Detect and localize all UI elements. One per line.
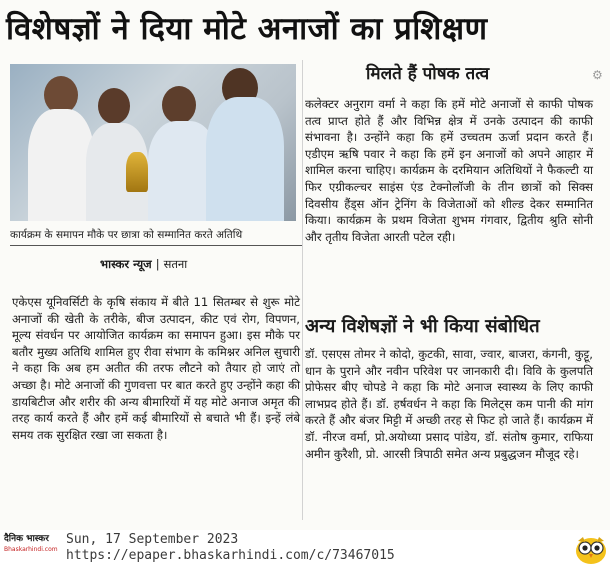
byline xyxy=(100,254,187,274)
byline-separator: | xyxy=(155,257,160,271)
article-headline: विशेषज्ञों ने दिया मोटे अनाजों का प्रशिक्षण xyxy=(6,11,488,47)
subhead-nutrients: मिलते हैं पोषक तत्व xyxy=(366,64,490,84)
left-column-paragraph: एकेएस यूनिवर्सिटी के कृषि संकाय में बीते 11 सितम्बर से शुरू मोटे अनाजों की खेती के तरीके, बीज उत्पादन, कीट एवं रोग, विपणन, मूल्य संवर्धन पर आयोजित कार्यक्रम का समापन हुआ। इस मौके पर बतौर मुख्य अतिथि शामिल हुए रीवा संभाग के कमिश्नर अनिल सुचारी ने कहा कि अब हम अतीत की तरफ लौटने को तैयार हो जाएं तो अच्छा है। मोटे अनाजों की गुणवत्ता पर बात करते हुए उन्होंने कहा की डायबिटीज और शरीर की अन्य बीमारियों में यह मोटे अनाज अमृत की तरह कार्य करते हैं और हमें कई बीमारियों से बचाते भी हैं। इन्हें लंबे समय तक सुरक्षित रखा जा सकता है। xyxy=(12,295,300,442)
subhead-experts: अन्य विशेषज्ञों ने भी किया संबोधित xyxy=(305,316,540,337)
left-column-text xyxy=(12,294,300,443)
brand-site: Bhaskarhindi.com xyxy=(4,546,58,553)
right-column-paragraph-1: कलेक्टर अनुराग वर्मा ने कहा कि हमें मोटे अनाजों से काफी पोषक तत्व प्राप्त होते हैं और विभिन्न क्षेत्र में उनके उत्पादन की काफी संभावना है। उन्होंने कहा कि हमें उच्चतम ऊर्जा प्रदान करते हैं। एडीएम ऋषि पवार ने कहा कि हमें इन अनाजों को अपने आहार में शामिल करना चाहिए। कार्यक्रम के दरमियान अतिथियों ने फैकल्टी या फिर एग्रीकल्चर साइंस एंड टेक्नोलॉजी के तीन छात्रों को सिक्स दिवसीय हैंड्स ऑन ट्रेनिंग के विजेताओं को शील्ड देकर सम्मानित किया। कार्यक्रम के प्रथम विजेता शुभम गंगवार, द्वितीय श्रुति सोनी और तृतीय विजेता आरती पटेल रही। xyxy=(305,97,593,244)
gear-icon[interactable]: ⚙ xyxy=(592,68,603,82)
photo-caption: कार्यक्रम के समापन मौके पर छात्रा को सम्मानित करते अतिथि xyxy=(10,224,302,246)
owl-icon[interactable] xyxy=(574,533,608,565)
epaper-url[interactable]: https://epaper.bhaskarhindi.com/c/73467015 xyxy=(66,548,395,563)
publish-date: Sun, 17 September 2023 xyxy=(66,532,239,547)
brand-name: दैनिक भास्कर xyxy=(4,534,49,544)
article-photo xyxy=(10,64,296,221)
right-column-text-1 xyxy=(305,96,593,245)
right-column-text-2 xyxy=(305,346,593,462)
footer-meta xyxy=(66,532,395,564)
right-column-paragraph-2: डॉ. एसएस तोमर ने कोदो, कुटकी, सावा, ज्वार, बाजरा, कंगनी, कुट्टू, धान के पुराने और नवीन परिवेश पर जानकारी दी। विवि के कुलपति प्रोफेसर बीए चोपडे ने कहा कि मोटे अनाज स्वास्थ्य के लिए काफी लाभप्रद होते हैं। डॉ. हर्षवर्धन ने कहा कि मिलेट्स कम पानी की मांग करते हैं और बंजर मिट्टी में अच्छी तरह से फिट हो जाते हैं। कार्यक्रम में डॉ. नीरज वर्मा, प्रो.अयोध्या प्रसाद पांडेय, डॉ. संतोष कुमार, राफिया अमीन कुरैशी, प्रो. आरसी त्रिपाठी समेत अन्य प्रबुद्धजन मौजूद रहे। xyxy=(305,347,593,461)
brand-logo[interactable] xyxy=(4,533,62,563)
column-divider xyxy=(302,60,303,520)
byline-location: सतना xyxy=(163,257,188,271)
byline-source: भास्कर न्यूज xyxy=(100,257,152,271)
